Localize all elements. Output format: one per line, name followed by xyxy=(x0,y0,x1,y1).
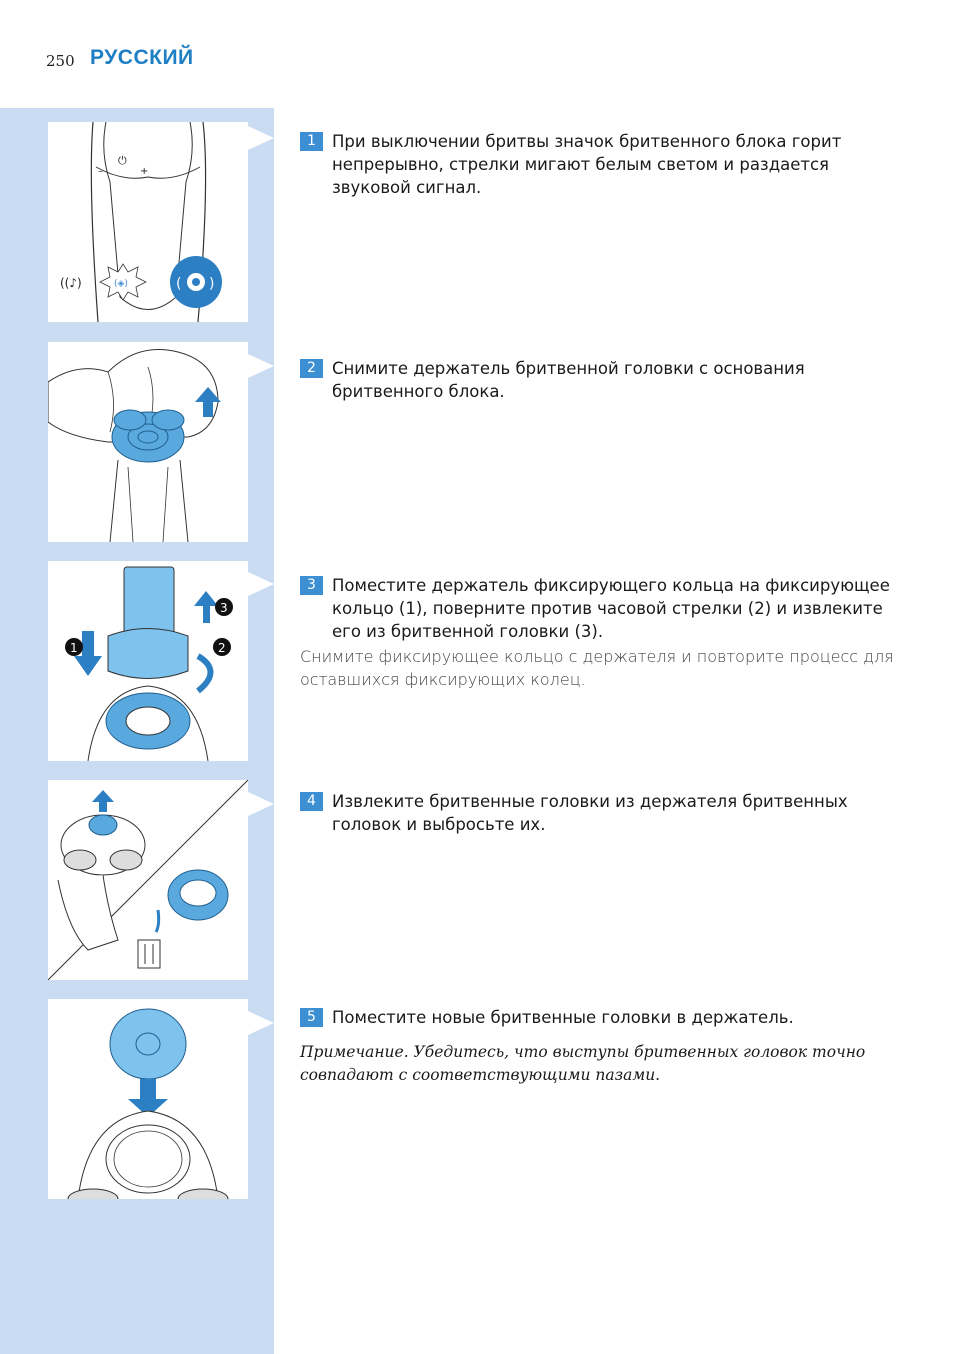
svg-text:⏻: ⏻ xyxy=(118,154,127,167)
step-text: При выключении бритвы значок бритвенного блока горит непрерывно, стрелки мигают белым светом и раздается звуковой сигнал. xyxy=(332,132,842,197)
svg-text:–: – xyxy=(98,166,103,177)
step-number-badge: 5 xyxy=(300,1008,323,1027)
svg-text:(◈): (◈) xyxy=(114,279,128,289)
step-text: Поместите новые бритвенные головки в держатель. xyxy=(332,1008,794,1027)
illustration-pointer-4 xyxy=(248,792,274,816)
step-4 xyxy=(300,790,910,836)
illustration-step-1 xyxy=(48,122,248,322)
illustration-pointer-3 xyxy=(248,572,274,596)
step-number-badge: 1 xyxy=(300,132,323,151)
step-2 xyxy=(300,357,910,403)
step-note: Примечание. Убедитесь, что выступы бритвенных головок точно совпадают с соответствующими пазами. xyxy=(300,1043,866,1084)
illustration-step-4 xyxy=(48,780,248,980)
step-5 xyxy=(300,1006,910,1087)
svg-text:((♪): ((♪) xyxy=(60,276,82,290)
svg-text:): ) xyxy=(209,276,215,292)
marker-1: 1 xyxy=(70,641,78,655)
svg-text:(: ( xyxy=(176,276,182,292)
step-number-badge: 3 xyxy=(300,576,323,595)
step-text: Поместите держатель фиксирующего кольца на фиксирующее кольцо (1), поверните против часовой стрелки (2) и извлеките его из бритвенной головки (3). xyxy=(332,576,890,641)
step-text: Извлеките бритвенные головки из держателя бритвенных головок и выбросьте их. xyxy=(332,792,848,834)
language-title: РУССКИЙ xyxy=(90,46,194,69)
illustration-pointer-5 xyxy=(248,1011,274,1035)
marker-2: 2 xyxy=(218,641,226,655)
marker-3: 3 xyxy=(220,601,228,615)
illustration-pointer-1 xyxy=(248,126,274,150)
step-additional-text: Снимите фиксирующее кольцо с держателя и повторите процесс для оставшихся фиксирующих колец. xyxy=(300,647,894,689)
illustration-step-5 xyxy=(48,999,248,1199)
illustration-pointer-2 xyxy=(248,354,274,378)
step-text: Снимите держатель бритвенной головки с основания бритвенного блока. xyxy=(332,359,805,401)
step-number-badge: 4 xyxy=(300,792,323,811)
step-number-badge: 2 xyxy=(300,359,323,378)
svg-text:+: + xyxy=(140,166,149,177)
page-number: 250 xyxy=(46,52,75,70)
step-1 xyxy=(300,130,910,199)
step-3 xyxy=(300,574,910,691)
illustration-step-2 xyxy=(48,342,248,542)
illustration-step-3 xyxy=(48,561,248,761)
